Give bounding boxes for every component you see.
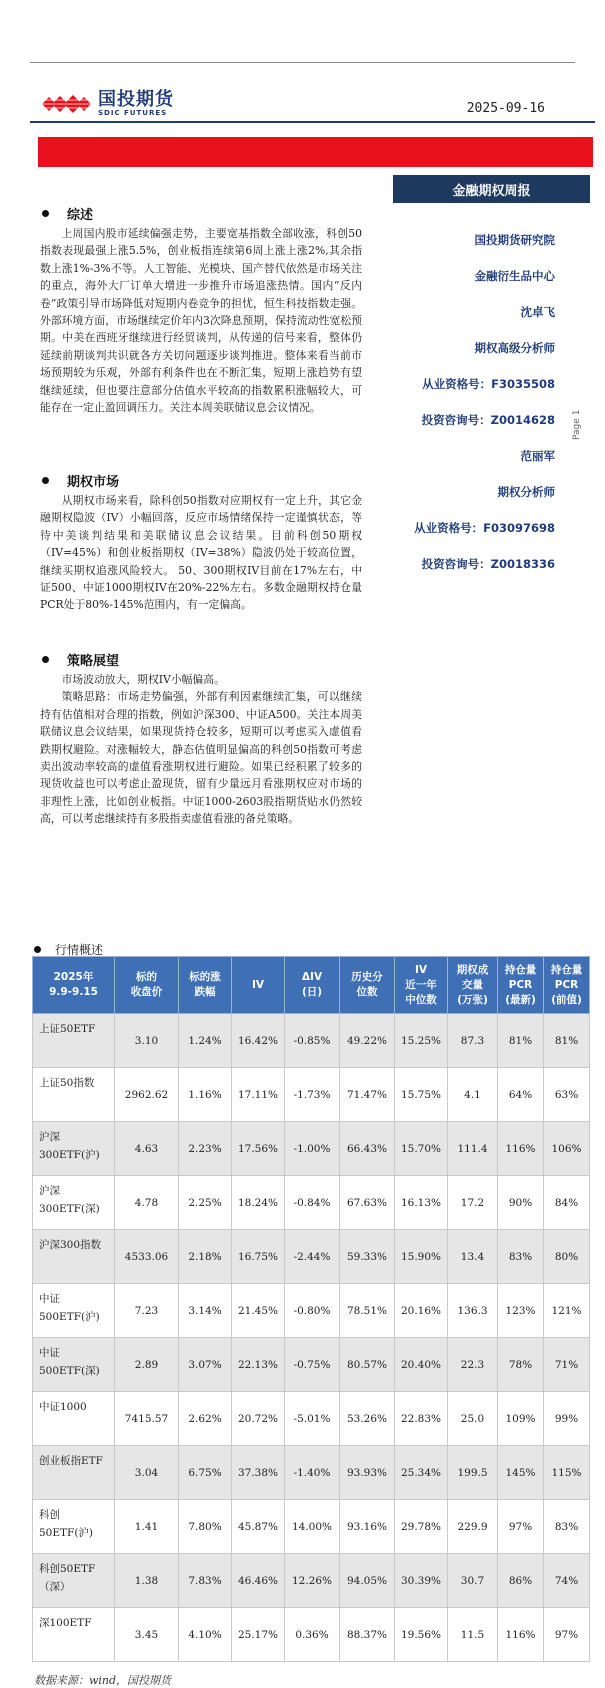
header-cell-text: 收盘价: [130, 986, 163, 998]
header-cell-text: ΔIV: [301, 971, 323, 983]
table-cell: 22.83%: [395, 1392, 448, 1446]
table-cell: 81%: [544, 1014, 590, 1068]
market-overview-title: 行情概述: [55, 943, 104, 957]
table-cell: 97%: [544, 1608, 590, 1662]
header-cell-text: 位数: [356, 986, 378, 998]
table-cell: 15.75%: [395, 1068, 448, 1122]
table-cell: 4533.06: [115, 1230, 179, 1284]
header-cell-text: 交量: [462, 978, 483, 991]
table-cell: 12.26%: [285, 1554, 340, 1608]
table-cell: 18.24%: [232, 1176, 285, 1230]
overview-text: 上周国内股市延续偏强走势，主要宽基指数全部收涨，科创50指数表现最强上涨5.5%，创业板指连续第6周上涨上涨2%,其余指数上涨1%-3%不等。人工智能、光模块、国产替代依然是市场关注的重点，海外大厂订单大增进一步推升市场追涨热情。国内“反内卷”政策引导市场降低对短期内卷竞争的担忧，恒生科技指数走强。外部环境方面，市场继续定价年内3次降息预期，保持流动性宽松预期。中美在西班牙继续进行经贸谈判，从传递的信号来看，整体仍延续前期谈判共识就各方关切问题逐步谈判推进。整体来看当前市场预期较为乐观，外部有利条件也在不断汇集，短期上涨趋势有望继续延续，但也要注意部分估值水平较高的指数累积涨幅较大，可能存在一定止盈回调压力。关注本周美联储议息会议情况。: [40, 227, 362, 415]
table-cell: 7.80%: [179, 1500, 232, 1554]
table-cell: -0.84%: [285, 1176, 340, 1230]
table-row: [33, 1284, 590, 1338]
options-section: [40, 471, 362, 614]
table-row: [33, 1068, 590, 1122]
table-cell: 81%: [498, 1014, 544, 1068]
table-cell: 25.17%: [232, 1608, 285, 1662]
table-header-cell: [115, 957, 179, 1014]
table-cell: 67.63%: [340, 1176, 395, 1230]
row-name-cell: 中证500ETF(深): [33, 1338, 115, 1392]
table-header-cell: [448, 957, 498, 1014]
center-name: 金融衍生品中心: [474, 269, 555, 283]
table-cell: 6.75%: [179, 1446, 232, 1500]
table-cell: 1.38: [115, 1554, 179, 1608]
header-cell-text: 期权成: [456, 963, 489, 976]
table-cell: 14.00%: [285, 1500, 340, 1554]
header-cell-text: (万张): [457, 993, 488, 1006]
header-cell-text: 标的涨: [189, 971, 221, 983]
analyst1-title: 期权高级分析师: [474, 341, 555, 355]
table-cell: 80%: [544, 1230, 590, 1284]
logo-name-en: SDIC FUTURES: [98, 109, 168, 117]
table-row: [33, 1500, 590, 1554]
table-cell: 45.87%: [232, 1500, 285, 1554]
table-header-cell: [340, 957, 395, 1014]
header-cell-text: IV: [414, 963, 428, 976]
table-cell: 87.3: [448, 1014, 498, 1068]
table-cell: -1.40%: [285, 1446, 340, 1500]
header-cell-text: 历史分: [351, 971, 383, 983]
table-header-cell: [498, 957, 544, 1014]
strategy-section: [40, 650, 362, 828]
table-cell: 71.47%: [340, 1068, 395, 1122]
row-name-cell: 上证50ETF: [33, 1014, 115, 1068]
table-header-cell: [285, 957, 340, 1014]
row-name-cell: 中证1000: [33, 1392, 115, 1446]
header-cell-text: 2025年: [53, 971, 94, 983]
row-name-cell: 深100ETF: [33, 1608, 115, 1662]
table-cell: 123%: [498, 1284, 544, 1338]
table-cell: 3.04: [115, 1446, 179, 1500]
table-cell: 53.26%: [340, 1392, 395, 1446]
table-row: [33, 1392, 590, 1446]
table-cell: 106%: [544, 1122, 590, 1176]
strategy-summary: 市场波动放大，期权IV小幅偏高。: [61, 673, 225, 686]
table-cell: 78.51%: [340, 1284, 395, 1338]
report-title: 金融期权周报: [393, 175, 590, 203]
table-cell: 25.34%: [395, 1446, 448, 1500]
page-number: Page 1: [572, 409, 582, 440]
table-cell: 2.18%: [179, 1230, 232, 1284]
table-cell: 3.10: [115, 1014, 179, 1068]
table-cell: 15.90%: [395, 1230, 448, 1284]
table-header-row: [33, 957, 590, 1014]
table-cell: 17.56%: [232, 1122, 285, 1176]
header-cell-text: (日): [301, 986, 323, 998]
table-cell: 20.16%: [395, 1284, 448, 1338]
table-row: [33, 1446, 590, 1500]
header-rule: [30, 121, 595, 123]
table-cell: 4.1: [448, 1068, 498, 1122]
table-cell: 88.37%: [340, 1608, 395, 1662]
table-cell: 66.43%: [340, 1122, 395, 1176]
table-cell: 1.41: [115, 1500, 179, 1554]
table-cell: 199.5: [448, 1446, 498, 1500]
table-cell: 46.46%: [232, 1554, 285, 1608]
table-cell: 16.42%: [232, 1014, 285, 1068]
table-cell: 111.4: [448, 1122, 498, 1176]
table-row: [33, 1230, 590, 1284]
table-cell: 83%: [498, 1230, 544, 1284]
header-cell-text: 持仓量: [550, 963, 583, 976]
table-cell: 83%: [544, 1500, 590, 1554]
table-cell: -1.00%: [285, 1122, 340, 1176]
table-cell: 90%: [498, 1176, 544, 1230]
header-cell-text: 中位数: [405, 993, 437, 1006]
table-cell: 2.25%: [179, 1176, 232, 1230]
report-date: 2025-09-16: [466, 101, 545, 116]
table-cell: 17.11%: [232, 1068, 285, 1122]
table-cell: 7.83%: [179, 1554, 232, 1608]
overview-title: 综述: [67, 208, 94, 223]
row-name-cell: 科创50ETF(沪): [33, 1500, 115, 1554]
table-cell: 1.16%: [179, 1068, 232, 1122]
table-cell: 78%: [498, 1338, 544, 1392]
header-banner: [38, 137, 593, 167]
header-cell-text: 持仓量: [504, 963, 537, 976]
analyst2-license: 从业资格号：F03097698: [414, 521, 555, 535]
table-row: [33, 1014, 590, 1068]
table-header-cell: [395, 957, 448, 1014]
options-heading: [40, 471, 362, 490]
table-cell: 16.75%: [232, 1230, 285, 1284]
table-cell: 21.45%: [232, 1284, 285, 1338]
data-source: 数据来源：wind，国投期货: [34, 1674, 172, 1687]
analyst1-license: 从业资格号：F3035508: [422, 377, 555, 391]
table-cell: 13.4: [448, 1230, 498, 1284]
table-header-cell: [179, 957, 232, 1014]
table-cell: 15.25%: [395, 1014, 448, 1068]
table-cell: 16.13%: [395, 1176, 448, 1230]
strategy-title: 策略展望: [67, 654, 120, 669]
table-cell: 22.3: [448, 1338, 498, 1392]
table-cell: 29.78%: [395, 1500, 448, 1554]
analyst2-consult: 投资咨询号：Z0018336: [421, 557, 555, 571]
header-cell-text: (前值): [551, 993, 582, 1006]
table-cell: 121%: [544, 1284, 590, 1338]
table-cell: 59.33%: [340, 1230, 395, 1284]
table-cell: 2962.62: [115, 1068, 179, 1122]
row-name-cell: 沪深300ETF(深): [33, 1176, 115, 1230]
analyst2-name: 范丽军: [520, 449, 555, 463]
institute-name: 国投期货研究院: [474, 233, 555, 247]
table-cell: 7.23: [115, 1284, 179, 1338]
analyst2-title: 期权分析师: [497, 485, 555, 499]
analyst1-name: 沈卓飞: [520, 305, 555, 319]
options-title: 期权市场: [67, 475, 120, 490]
table-cell: -5.01%: [285, 1392, 340, 1446]
logo-diamond-icon: [40, 91, 92, 117]
table-cell: -1.73%: [285, 1068, 340, 1122]
table-cell: 0.36%: [285, 1608, 340, 1662]
table-cell: 2.62%: [179, 1392, 232, 1446]
table-cell: 4.78: [115, 1176, 179, 1230]
row-name-cell: 上证50指数: [33, 1068, 115, 1122]
table-cell: 71%: [544, 1338, 590, 1392]
table-cell: 136.3: [448, 1284, 498, 1338]
strategy-text: 策略思路：市场走势偏强，外部有利因素继续汇集，可以继续持有估值相对合理的指数，例如沪深300、中证A500。关注本周美联储议息会议结果，如果现货持仓较多，短期可以考虑买入虚值看跌期权避险。对涨幅较大，静态估值明显偏高的科创50指数可考虑卖出波动率较高的虚值看涨期权进行避险。如果已经积累了较多的现货收益也可以考虑止盈现货，留有少量远月看涨期权应对市场的非理性上涨，比如创业板指。中证1000-2603股指期货贴水仍然较高，可以考虑继续持有多股指卖虚值看涨的备兑策略。: [40, 690, 362, 826]
table-cell: 93.93%: [340, 1446, 395, 1500]
row-name-cell: 科创50ETF（深）: [33, 1554, 115, 1608]
table-cell: -0.85%: [285, 1014, 340, 1068]
table-cell: 25.0: [448, 1392, 498, 1446]
top-rule: [30, 62, 575, 63]
row-name-cell: 沪深300ETF(沪): [33, 1122, 115, 1176]
table-cell: 30.39%: [395, 1554, 448, 1608]
table-cell: 3.45: [115, 1608, 179, 1662]
table-cell: 2.23%: [179, 1122, 232, 1176]
header-cell-text: IV: [251, 978, 265, 991]
bullet-icon: [42, 656, 49, 663]
table-cell: 229.9: [448, 1500, 498, 1554]
table-cell: -0.75%: [285, 1338, 340, 1392]
overview-heading: [40, 204, 362, 223]
table-cell: 30.7: [448, 1554, 498, 1608]
table-cell: 2.89: [115, 1338, 179, 1392]
header-cell-text: PCR: [554, 978, 579, 991]
row-name-cell: 中证500ETF(沪): [33, 1284, 115, 1338]
header-cell-text: 9.9-9.15: [49, 986, 98, 998]
bullet-icon: [34, 946, 41, 953]
header-cell-text: 标的: [136, 971, 157, 983]
table-cell: 64%: [498, 1068, 544, 1122]
bullet-icon: [42, 210, 49, 217]
table-cell: 11.5: [448, 1608, 498, 1662]
table-row: [33, 1122, 590, 1176]
row-name-cell: 沪深300指数: [33, 1230, 115, 1284]
table-row: [33, 1338, 590, 1392]
table-cell: 19.56%: [395, 1608, 448, 1662]
bullet-icon: [42, 477, 49, 484]
table-cell: 49.22%: [340, 1014, 395, 1068]
options-text: 从期权市场来看，除科创50指数对应期权有一定上升，其它金融期权隐波（IV）小幅回落，反应市场情绪保持一定谨慎状态，等待中美谈判结果和美联储议息会议结果。目前科创50期权（IV=45%）和创业板指期权（IV=38%）隐波仍处于较高位置，继续买期权追涨风险较大。 50、300期权IV目前在17%左右，中证500、中证1000期权IV在20%-22%左右。多数金融期权持仓量PCR处于80%-145%范围内，有一定偏高。: [40, 494, 362, 612]
table-header-cell: [33, 957, 115, 1014]
table-cell: 115%: [544, 1446, 590, 1500]
table-cell: 86%: [498, 1554, 544, 1608]
table-cell: 3.14%: [179, 1284, 232, 1338]
table-row: [33, 1554, 590, 1608]
table-cell: 3.07%: [179, 1338, 232, 1392]
table-cell: 20.72%: [232, 1392, 285, 1446]
table-cell: 74%: [544, 1554, 590, 1608]
table-header-cell: [544, 957, 590, 1014]
strategy-heading: [40, 650, 362, 669]
company-logo: [40, 88, 174, 120]
logo-name-cn: 国投期货: [98, 89, 174, 110]
table-cell: 4.63: [115, 1122, 179, 1176]
table-header-cell: [232, 957, 285, 1014]
table-cell: 109%: [498, 1392, 544, 1446]
table-cell: 17.2: [448, 1176, 498, 1230]
overview-section: [40, 204, 362, 416]
table-row: [33, 1176, 590, 1230]
table-cell: 145%: [498, 1446, 544, 1500]
table-cell: 37.38%: [232, 1446, 285, 1500]
table-cell: 94.05%: [340, 1554, 395, 1608]
table-cell: 22.13%: [232, 1338, 285, 1392]
table-cell: 15.70%: [395, 1122, 448, 1176]
table-cell: -0.80%: [285, 1284, 340, 1338]
table-cell: 99%: [544, 1392, 590, 1446]
table-cell: 20.40%: [395, 1338, 448, 1392]
header-cell-text: (最新): [505, 993, 536, 1006]
header-cell-text: 近一年: [405, 978, 437, 991]
table-cell: -2.44%: [285, 1230, 340, 1284]
table-cell: 63%: [544, 1068, 590, 1122]
table-body: [33, 1014, 590, 1662]
table-cell: 1.24%: [179, 1014, 232, 1068]
table-cell: 93.16%: [340, 1500, 395, 1554]
row-name-cell: 创业板指ETF: [33, 1446, 115, 1500]
table-cell: 97%: [498, 1500, 544, 1554]
table-row: [33, 1608, 590, 1662]
header-cell-text: PCR: [508, 978, 533, 991]
market-overview-table: [32, 956, 590, 1662]
table-cell: 84%: [544, 1176, 590, 1230]
table-cell: 7415.57: [115, 1392, 179, 1446]
table-cell: 116%: [498, 1122, 544, 1176]
table-cell: 4.10%: [179, 1608, 232, 1662]
table-cell: 80.57%: [340, 1338, 395, 1392]
header-cell-text: 跌幅: [194, 986, 216, 998]
analyst1-consult: 投资咨询号：Z0014628: [421, 413, 555, 427]
table-cell: 116%: [498, 1608, 544, 1662]
